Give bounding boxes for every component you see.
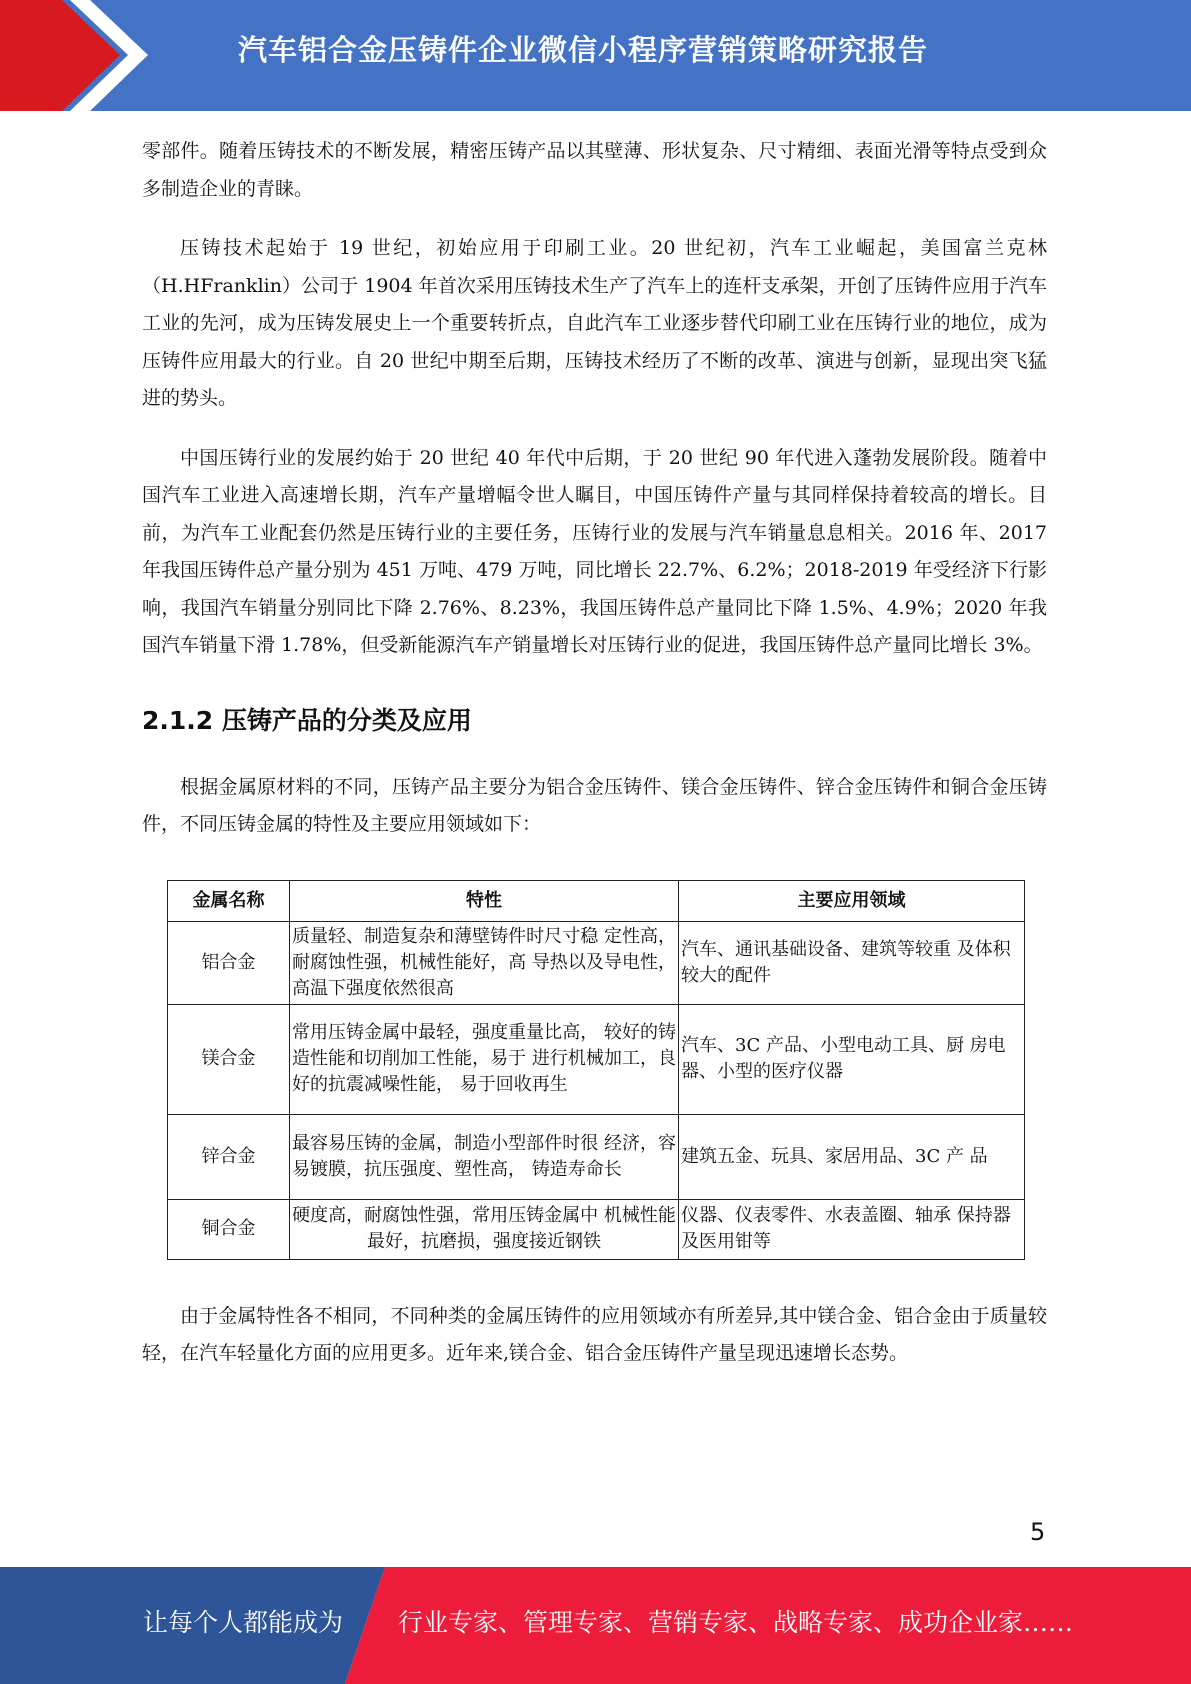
properties-cell: 常用压铸金属中最轻，强度重量比高， 较好的铸造性能和切削加工性能，易于 进行机械加工，良好的抗震减噪性能， 易于回收再生 — [290, 1004, 679, 1114]
section-intro: 根据金属原材料的不同，压铸产品主要分为铝合金压铸件、镁合金压铸件、锌合金压铸件和铜合金压铸件，不同压铸金属的特性及主要应用领域如下： — [142, 775, 1047, 835]
header-applications: 主要应用领域 — [679, 880, 1025, 921]
table-row — [168, 1199, 1025, 1259]
header-metal-name: 金属名称 — [168, 880, 290, 921]
properties-cell: 最容易压铸的金属，制造小型部件时很 经济，容易镀膜，抗压强度、塑性高， 铸造寿命长 — [290, 1114, 679, 1199]
table-row — [168, 1004, 1025, 1114]
applications-cell: 汽车、通讯基础设备、建筑等较重 及体积较大的配件 — [679, 921, 1025, 1004]
metal-name-cell: 铜合金 — [168, 1199, 290, 1259]
paragraph-china-industry: 中国压铸行业的发展约始于 20 世纪 40 年代中后期，于 20 世纪 90 年代进入蓬勃发展阶段。随着中国汽车工业进入高速增长期，汽车产量增幅令世人瞩目，中国压铸件产量与其同样保持着较高的增长。目前，为汽车工业配套仍然是压铸行业的主要任务，压铸行业的发展与汽车销量息息相关。2016 年、2017 年我国压铸件总产量分别为 451 万吨、479 万吨，同比增长 22.7%、6.2%；2018-2019 年受经济下行影响，我国汽车销量分别同比下降 2.76%、8.23%，我国压铸件总产量同比下降 1.5%、4.9%；2020 年我国汽车销量下滑 1.78%，但受新能源汽车产销量增长对压铸行业的促进，我国压铸件总产量同比增长 3%。 — [142, 446, 1047, 656]
section-heading: 2.1.2 压铸产品的分类及应用 — [142, 705, 472, 735]
metal-name-cell: 铝合金 — [168, 921, 290, 1004]
applications-cell: 建筑五金、玩具、家居用品、3C 产 品 — [679, 1114, 1025, 1199]
page-content — [142, 133, 1047, 1395]
table-header-row — [168, 880, 1025, 921]
paragraph-continuation: 零部件。随着压铸技术的不断发展，精密压铸产品以其壁薄、形状复杂、尺寸精细、表面光滑等特点受到众多制造企业的青睐。 — [142, 140, 1047, 200]
footer-slogan-right: 行业专家、管理专家、营销专家、战略专家、成功企业家…… — [398, 1608, 1074, 1637]
metal-name-cell: 镁合金 — [168, 1004, 290, 1114]
paragraph-history: 压铸技术起始于 19 世纪，初始应用于印刷工业。20 世纪初，汽车工业崛起，美国富兰克林（H.HFranklin）公司于 1904 年首次采用压铸技术生产了汽车上的连杆支承架，开创了压铸件应用于汽车工业的先河，成为压铸发展史上一个重要转折点，自此汽车工业逐步替代印刷工业在压铸行业的地位，成为压铸件应用最大的行业。自 20 世纪中期至后期，压铸技术经历了不断的改革、演进与创新，显现出突飞猛进的势头。 — [142, 237, 1047, 409]
applications-cell: 仪器、仪表零件、水表盖圈、轴承 保持器及医用钳等 — [679, 1199, 1025, 1259]
report-title: 汽车铝合金压铸件企业微信小程序营销策略研究报告 — [238, 33, 929, 67]
table-row — [168, 1114, 1025, 1199]
header-properties: 特性 — [290, 880, 679, 921]
page-number: 5 — [1030, 1518, 1046, 1546]
applications-cell: 汽车、3C 产品、小型电动工具、厨 房电器、小型的医疗仪器 — [679, 1004, 1025, 1114]
page-footer — [0, 1567, 1191, 1684]
footer-slogan-left: 让每个人都能成为 — [143, 1608, 344, 1637]
table-row — [168, 921, 1025, 1004]
properties-cell: 硬度高，耐腐蚀性强，常用压铸金属中 机械性能最好，抗磨损，强度接近钢铁 — [290, 1199, 679, 1259]
closing-paragraph: 由于金属特性各不相同，不同种类的金属压铸件的应用领域亦有所差异,其中镁合金、铝合金由于质量较轻，在汽车轻量化方面的应用更多。近年来,镁合金、铝合金压铸件产量呈现迅速增长态势。 — [142, 1304, 1047, 1364]
page-header — [0, 0, 1191, 111]
metal-name-cell: 锌合金 — [168, 1114, 290, 1199]
properties-cell: 质量轻、制造复杂和薄壁铸件时尺寸稳 定性高，耐腐蚀性强，机械性能好，高 导热以及导电性，高温下强度依然很高 — [290, 921, 679, 1004]
metal-properties-table — [167, 880, 1025, 1260]
